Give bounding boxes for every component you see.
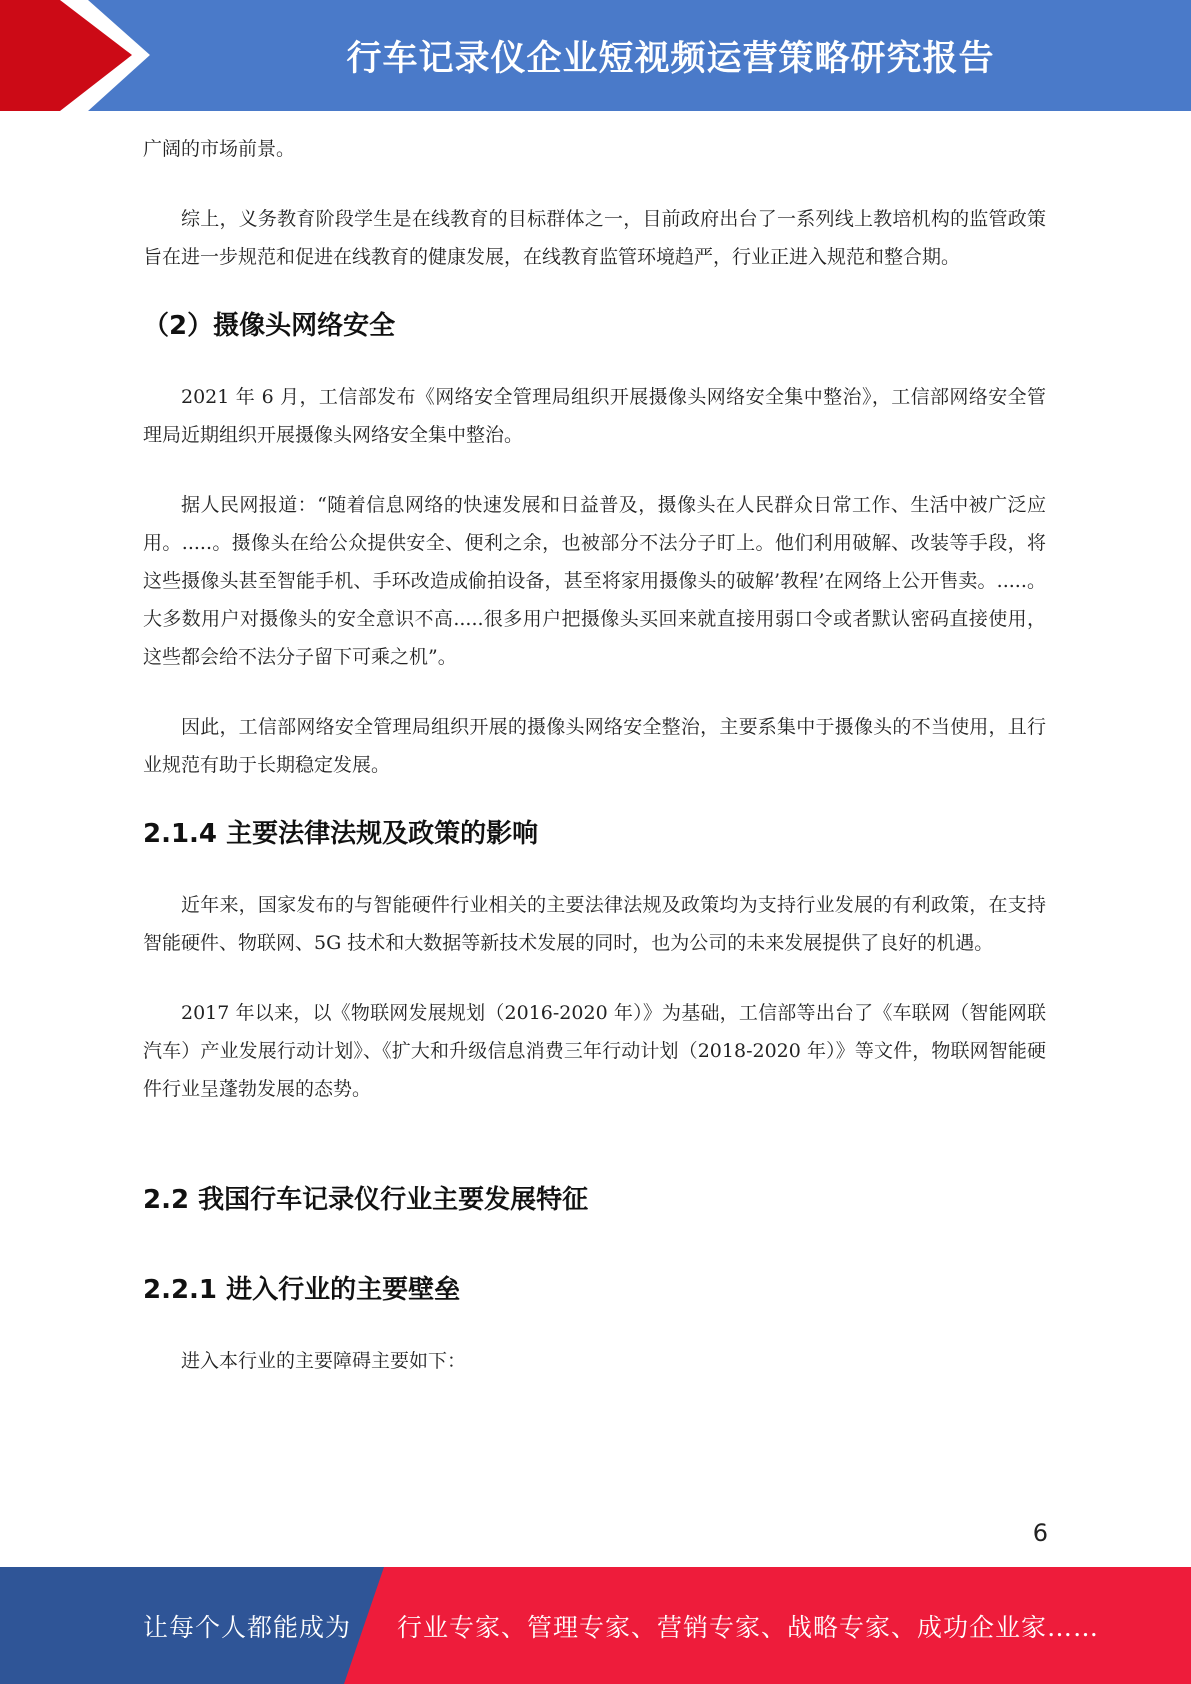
section-heading: 2.2.1 进入行业的主要壁垒 xyxy=(143,1275,461,1305)
paragraph: 2017 年以来，以《物联网发展规划（2016-2020 年）》为基础，工信部等出台了《车联网（智能网联汽车）产业发展行动计划》、《扩大和升级信息消费三年行动计划（2018-2020 年）》等文件，物联网智能硬件行业呈蓬勃发展的态势。 xyxy=(143,1002,1046,1100)
paragraph: 据人民网报道：“随着信息网络的快速发展和日益普及，摄像头在人民群众日常工作、生活中被广泛应用。.....。摄像头在给公众提供安全、便利之余，也被部分不法分子盯上。他们利用破解、改装等手段，将这些摄像头甚至智能手机、手环改造成偷拍设备，甚至将家用摄像头的破解’教程’在网络上公开售卖。.....。大多数用户对摄像头的安全意识不高.....很多用户把摄像头买回来就直接用弱口令或者默认密码直接使用，这些都会给不法分子留下可乘之机”。 xyxy=(143,494,1046,668)
page-number: 6 xyxy=(1032,1519,1048,1547)
document-body xyxy=(143,130,1046,1380)
report-title: 行车记录仪企业短视频运营策略研究报告 xyxy=(346,38,995,79)
paragraph: 2021 年 6 月，工信部发布《网络安全管理局组织开展摄像头网络安全集中整治》，工信部网络安全管理局近期组织开展摄像头网络安全集中整治。 xyxy=(143,386,1046,446)
page-header xyxy=(0,0,1191,111)
page-footer xyxy=(0,1567,1191,1684)
paragraph: 因此，工信部网络安全管理局组织开展的摄像头网络安全整治，主要系集中于摄像头的不当使用，且行业规范有助于长期稳定发展。 xyxy=(143,716,1046,776)
section-heading: 2.2 我国行车记录仪行业主要发展特征 xyxy=(143,1185,589,1215)
paragraph: 广阔的市场前景。 xyxy=(143,138,296,160)
paragraph: 进入本行业的主要障碍主要如下： xyxy=(181,1350,467,1372)
section-heading: （2）摄像头网络安全 xyxy=(143,311,396,341)
section-heading: 2.1.4 主要法律法规及政策的影响 xyxy=(143,819,539,849)
paragraph: 综上，义务教育阶段学生是在线教育的目标群体之一，目前政府出台了一系列线上教培机构的监管政策旨在进一步规范和促进在线教育的健康发展，在线教育监管环境趋严，行业正进入规范和整合期。 xyxy=(143,208,1046,268)
footer-slogan-right: 行业专家、管理专家、营销专家、战略专家、成功企业家…… xyxy=(397,1612,1100,1642)
paragraph: 近年来，国家发布的与智能硬件行业相关的主要法律法规及政策均为支持行业发展的有利政策，在支持智能硬件、物联网、5G 技术和大数据等新技术发展的同时，也为公司的未来发展提供了良好的机遇。 xyxy=(143,894,1046,954)
footer-slogan-left: 让每个人都能成为 xyxy=(143,1612,352,1642)
